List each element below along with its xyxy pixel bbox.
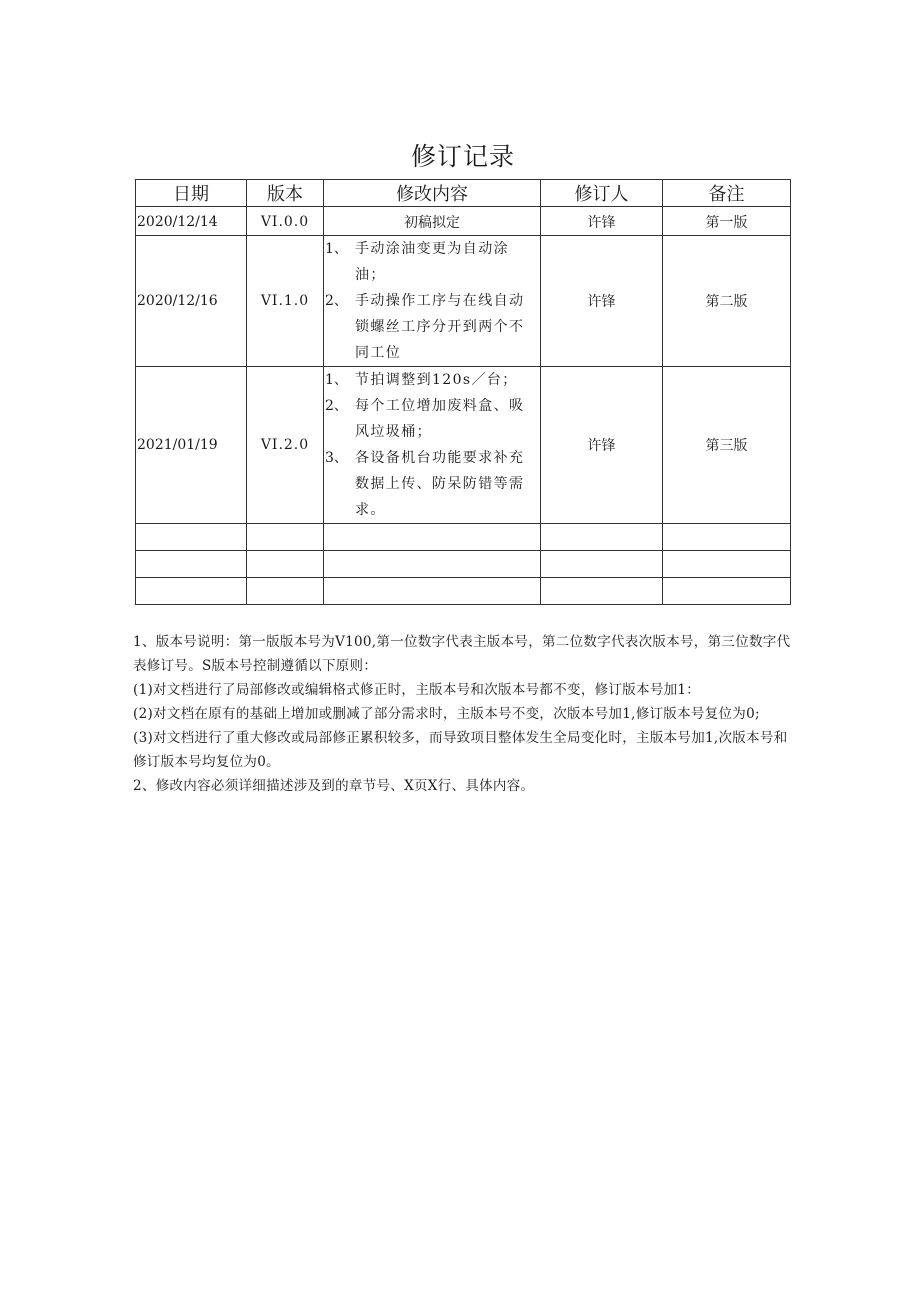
cell-remark: 第三版	[663, 367, 791, 524]
item-number: 1、	[325, 241, 348, 257]
table-header-row	[136, 180, 791, 207]
item-text: 节拍调整到120s／台；	[355, 372, 518, 388]
empty-cell	[136, 578, 247, 605]
item-text: 手动涂油变更为自动涂油；	[355, 241, 509, 283]
header-version: 版本	[247, 180, 324, 207]
cell-content	[324, 236, 541, 367]
empty-cell	[541, 524, 663, 551]
cell-version: VI.0.0	[247, 207, 324, 236]
table-row	[136, 236, 791, 367]
note-paragraph: 2、修改内容必须详细描述涉及到的章节号、X页X行、具体内容。	[133, 778, 535, 794]
item-number: 2、	[325, 293, 348, 309]
empty-row	[136, 551, 791, 578]
empty-cell	[663, 578, 791, 605]
item-text: 每个工位增加废料盒、吸风垃圾桶；	[355, 398, 525, 440]
list-item	[324, 393, 538, 445]
note-paragraph: (3)对文档进行了重大修改或局部修正累积较多，而导致项目整体发生全局变化时，主版本号加1,次版本号和修订版本号均复位为0。	[133, 730, 788, 770]
note-paragraph: (1)对文档进行了局部修改或编辑格式修正时，主版本号和次版本号都不变，修订版本号加1：	[133, 682, 701, 698]
empty-cell	[136, 551, 247, 578]
empty-cell	[324, 524, 541, 551]
list-item	[324, 367, 538, 393]
cell-content: 初稿拟定	[324, 207, 541, 236]
empty-row	[136, 578, 791, 605]
header-remark: 备注	[663, 180, 791, 207]
header-content: 修改内容	[324, 180, 541, 207]
change-list	[324, 367, 540, 523]
cell-date: 2020/12/16	[136, 236, 247, 367]
cell-author: 许锋	[541, 207, 663, 236]
item-text: 手动操作工序与在线自动锁螺丝工序分开到两个不同工位	[355, 293, 525, 361]
cell-date: 2021/01/19	[136, 367, 247, 524]
cell-remark: 第一版	[663, 207, 791, 236]
empty-cell	[136, 524, 247, 551]
cell-author: 许锋	[541, 367, 663, 524]
empty-cell	[324, 551, 541, 578]
version-notes	[133, 630, 793, 798]
empty-cell	[541, 551, 663, 578]
table-row	[136, 367, 791, 524]
list-item	[324, 445, 538, 523]
cell-author: 许锋	[541, 236, 663, 367]
empty-row	[136, 524, 791, 551]
list-item	[324, 236, 538, 288]
empty-cell	[663, 524, 791, 551]
change-list	[324, 236, 540, 366]
item-number: 1、	[325, 372, 348, 388]
cell-remark: 第二版	[663, 236, 791, 367]
header-date: 日期	[136, 180, 247, 207]
cell-date: 2020/12/14	[136, 207, 247, 236]
list-item	[324, 288, 538, 366]
cell-version: VI.2.0	[247, 367, 324, 524]
page-title: 修订记录	[410, 142, 515, 171]
item-number: 2、	[325, 398, 348, 414]
note-paragraph: 1、版本号说明：第一版版本号为V100,第一位数字代表主版本号，第二位数字代表次版本号，第三位数字代表修订号。S版本号控制遵循以下原则：	[133, 634, 791, 674]
item-text: 各设备机台功能要求补充数据上传、防呆防错等需求。	[355, 450, 525, 518]
revision-table	[135, 179, 791, 605]
header-author: 修订人	[541, 180, 663, 207]
cell-content	[324, 367, 541, 524]
empty-cell	[247, 524, 324, 551]
empty-cell	[324, 578, 541, 605]
cell-version: VI.1.0	[247, 236, 324, 367]
table-row	[136, 207, 791, 236]
empty-cell	[247, 551, 324, 578]
empty-cell	[663, 551, 791, 578]
note-paragraph: (2)对文档在原有的基础上增加或删减了部分需求时，主版本号不变，次版本号加1,修订版本号复位为0;	[133, 706, 760, 722]
empty-cell	[541, 578, 663, 605]
empty-cell	[247, 578, 324, 605]
item-number: 3、	[325, 450, 348, 466]
